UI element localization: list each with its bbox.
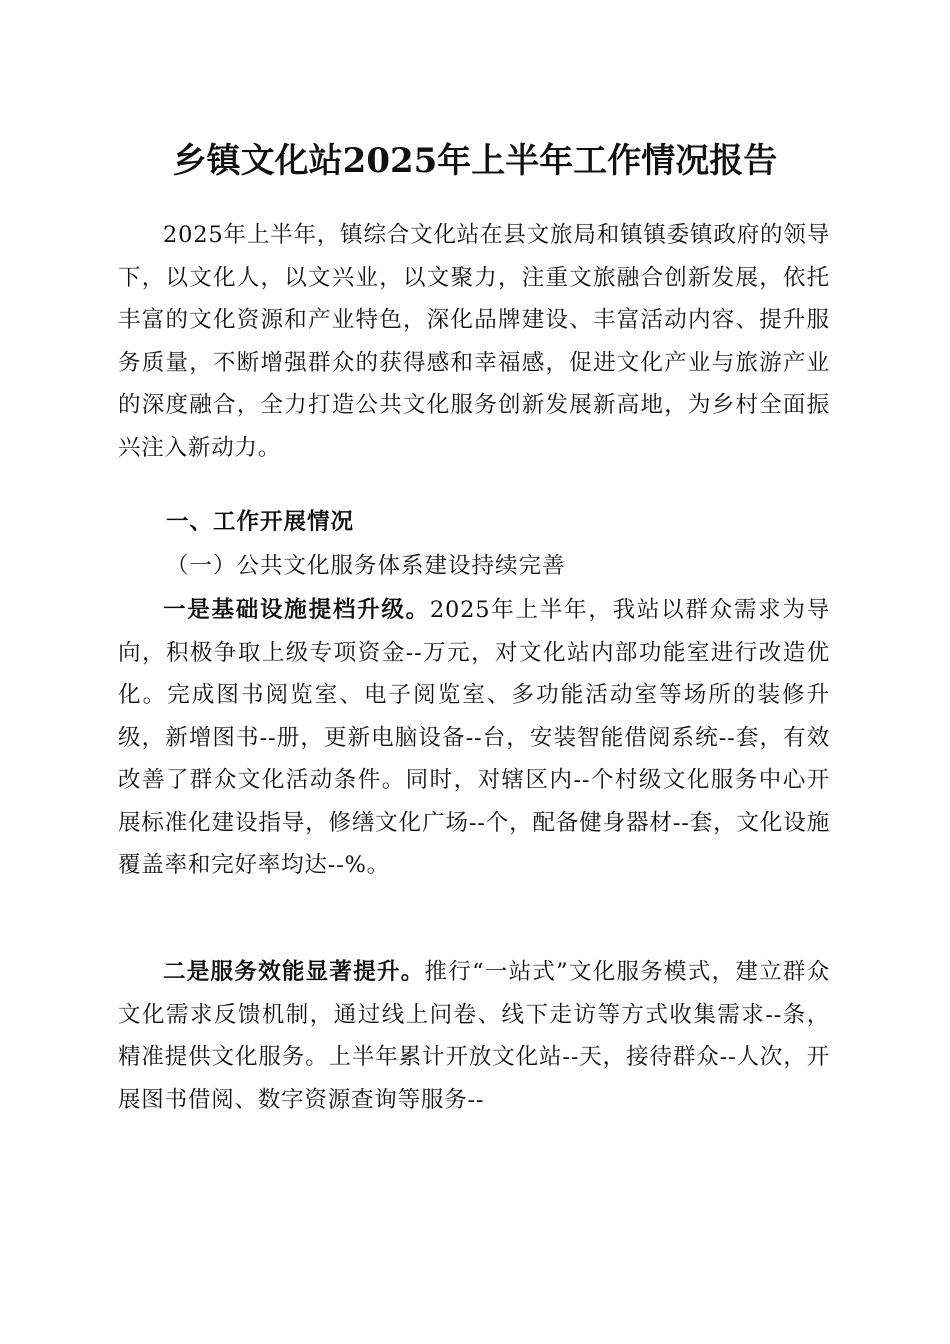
- item-2-paragraph: [118, 951, 830, 1121]
- intro-text: 2025年上半年，镇综合文化站在县文旅局和镇镇委镇政府的领导下，以文化人，以文兴业，以文聚力，注重文旅融合创新发展，依托丰富的文化资源和产业特色，深化品牌建设、丰富活动内容、提升服务质量，不断增强群众的获得感和幸福感，促进文化产业与旅游产业的深度融合，全力打造公共文化服务创新发展新高地，为乡村全面振兴注入新动力。: [118, 222, 830, 461]
- item-2-text: [118, 951, 830, 1121]
- intro-paragraph: [118, 214, 830, 469]
- item-1-text: [118, 589, 830, 887]
- section-heading-work-progress: 一、工作开展情况: [166, 509, 355, 535]
- item-1-paragraph: [118, 589, 830, 887]
- item-2-body: 推行“一站式”文化服务模式，建立群众文化需求反馈机制，通过线上问卷、线下走访等方式收集需求--条，精准提供文化服务。上半年累计开放文化站--天，接待群众--人次，开展图书借阅、数字资源查询等服务--: [118, 959, 831, 1113]
- item-1-body: 2025年上半年，我站以群众需求为导向，积极争取上级专项资金--万元，对文化站内部功能室进行改造优化。完成图书阅览室、电子阅览室、多功能活动室等场所的装修升级，新增图书--册，更新电脑设备--台，安装智能借阅系统--套，有效改善了群众文化活动条件。同时，对辖区内--个村级文化服务中心开展标准化建设指导，修缮文化广场--个，配备健身器材--套，文化设施覆盖率和完好率均达--%。: [118, 597, 830, 878]
- document-title: 乡镇文化站2025年上半年工作情况报告: [172, 141, 778, 181]
- item-2-lead: 二是服务效能显著提升。: [163, 959, 425, 985]
- subsection-heading-public-culture: （一）公共文化服务体系建设持续完善: [166, 553, 566, 579]
- item-1-lead: 一是基础设施提档升级。: [163, 597, 430, 623]
